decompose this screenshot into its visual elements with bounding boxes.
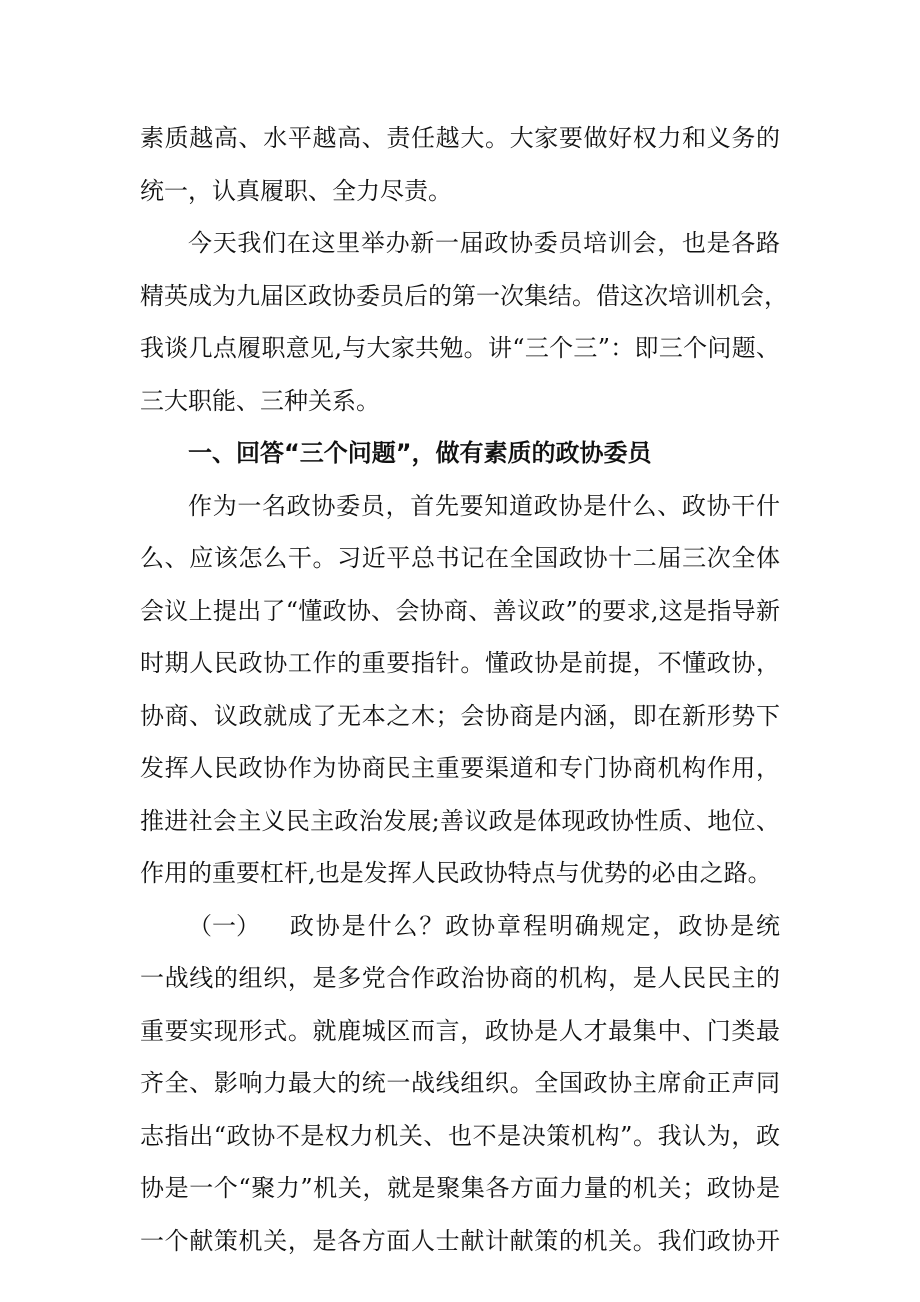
paragraph-line: 重要实现形式。就鹿城区而言，政协是人才最集中、门类最 (140, 1016, 780, 1045)
subsection-number: （一） (188, 911, 260, 940)
document-page (140, 112, 788, 1267)
paragraph-line: 会议上提出了“懂政协、会协商、善议政”的要求,这是指导新 (140, 596, 780, 625)
paragraph-line: 协是一个“聚力”机关，就是聚集各方面力量的机关；政协是 (140, 1174, 780, 1202)
paragraph-line: 今天我们在这里举办新一届政协委员培训会，也是各路 (188, 229, 780, 257)
paragraph-line: 统一，认真履职、全力尽责。 (140, 176, 452, 205)
paragraph-line: 三大职能、三种关系。 (140, 386, 380, 415)
paragraph-line: 作为一名政协委员，首先要知道政协是什么、政协干什 (188, 491, 780, 520)
paragraph-line: 推进社会主义民主政治发展;善议政是体现政协性质、地位、 (140, 806, 780, 835)
paragraph-line: 作用的重要杠杆,也是发挥人民政协特点与优势的必由之路。 (140, 859, 772, 887)
paragraph-line: 时期人民政协工作的重要指针。懂政协是前提，不懂政协， (140, 649, 780, 677)
paragraph-line: 精英成为九届区政协委员后的第一次集结。借这次培训机会， (140, 281, 788, 310)
subsection-text: 政协是什么？政协章程明确规定，政协是统 (288, 911, 780, 940)
paragraph-line: 一战线的组织，是多党合作政治协商的机构，是人民民主的 (140, 964, 780, 992)
paragraph-line: 素质越高、水平越高、责任越大。大家要做好权力和义务的 (140, 124, 780, 152)
paragraph-line: 志指出“政协不是权力机关、也不是决策机构”。我认为，政 (140, 1121, 780, 1150)
paragraph-line: 我谈几点履职意见,与大家共勉。讲“三个三”：即三个问题、 (140, 334, 780, 362)
paragraph-line: 齐全、影响力最大的统一战线组织。全国政协主席俞正声同 (140, 1069, 780, 1097)
paragraph-line: 么、应该怎么干。习近平总书记在全国政协十二届三次全体 (140, 544, 780, 572)
section-heading: 一、回答“三个问题”，做有素质的政协委员 (188, 439, 652, 467)
paragraph-line: 发挥人民政协作为协商民主重要渠道和专门协商机构作用， (140, 754, 780, 782)
paragraph-line: 协商、议政就成了无本之木；会协商是内涵，即在新形势下 (140, 701, 780, 730)
subsection-line (140, 900, 780, 953)
paragraph-line: 一个献策机关，是各方面人士献计献策的机关。我们政协开 (140, 1226, 780, 1255)
